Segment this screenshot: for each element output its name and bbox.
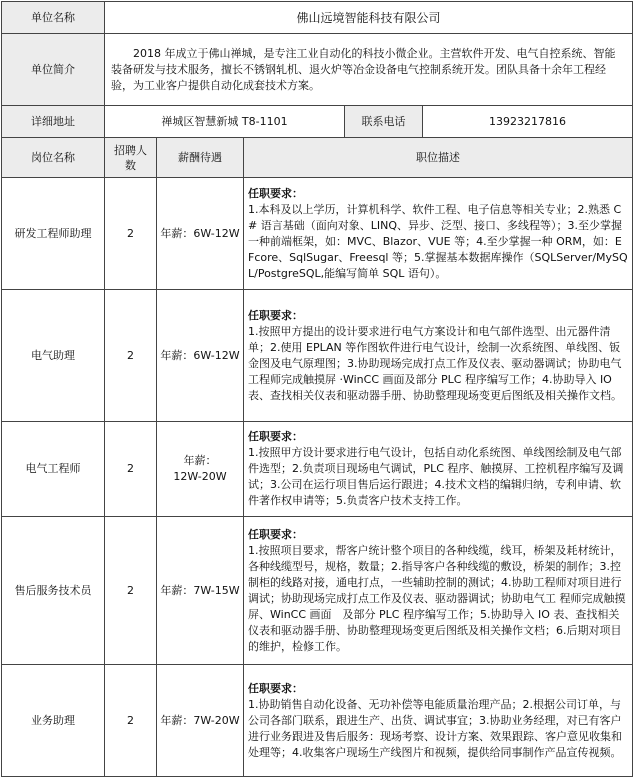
company-intro-text: 2018 年成立于佛山禅城，是专注工业自动化的科技小微企业。主营软件开发、电气自控系统、智能装备研发与技术服务，擅长不锈钢轧机、退火炉等冶金设备电气控制系统开发。团队具备十余年工程经验，为工业客户提供自动化成套技术方案。 bbox=[105, 34, 633, 106]
job-count: 2 bbox=[105, 178, 157, 290]
job-description bbox=[244, 422, 633, 517]
company-name-label: 单位名称 bbox=[2, 2, 105, 34]
company-intro-row bbox=[2, 34, 633, 106]
job-description bbox=[244, 517, 633, 665]
col-description-header: 职位描述 bbox=[244, 138, 633, 178]
address-row bbox=[2, 106, 633, 138]
job-row bbox=[2, 665, 633, 777]
column-header-row bbox=[2, 138, 633, 178]
company-intro-label: 单位简介 bbox=[2, 34, 105, 106]
job-title: 电气工程师 bbox=[2, 422, 105, 517]
phone-label: 联系电话 bbox=[345, 106, 423, 138]
job-salary: 年薪：6W-12W bbox=[157, 178, 244, 290]
job-desc-text: 1.按照甲方提出的设计要求进行电气方案设计和电气部件选型、出元器件清单；2.使用 EPLAN 等作图软件进行电气设计，绘制一次系统图、单线图、钣金图及电气原理图；3.协助现场完成打点工作及仪表、驱动器调试；协助电气工程师完成触摸屏 ·WinCC 画面及部分 PLC 程序编写工作；4.协助导入 IO 表、查找相关仪表和驱动器手册、协助整理现场变更后图纸及相关操作文档。 bbox=[248, 324, 622, 402]
job-desc-text: 1.按照甲方设计要求进行电气设计，包括自动化系统图、单线图绘制及电气部件选型；2.负责项目现场电气调试，PLC 程序、触摸屏、工控机程序编写及调试；3.公司在运行项目售后运行跟进；4.技术文档的编辑归纳，专利申请、软件著作权申请等；5.负责客户技术支持工作。 bbox=[248, 446, 624, 507]
job-desc-text: 1.本科及以上学历，计算机科学、软件工程、电子信息等相关专业；2.熟悉 C# 语言基础（面向对象、LINQ、异步、泛型、接口、多线程等）；3.至少掌握一种前端框架，如：MVC、Blazor、VUE 等；4.至少掌握一种 ORM，如：EFcore、SqlSugar、Freesql 等；5.掌握基本数据库操作（SQLServer/MySQL/PostgreSQL,能编写简单 SQL 语句）。 bbox=[248, 202, 628, 280]
job-desc-text: 1.协助销售自动化设备、无功补偿等电能质量治理产品；2.根据公司订单，与公司各部门联系，跟进生产、出货、调试事宜；3.协助业务经理，对已有客户进行业务跟进及售后服务：现场考察、设计方案、效果跟踪、客户意见收集和处理等；4.收集客户现场生产线图片和视频，提供给同事制作产品宣传视频。 bbox=[248, 697, 622, 759]
job-row bbox=[2, 517, 633, 665]
job-title: 售后服务技术员 bbox=[2, 517, 105, 665]
job-req-label: 任职要求： bbox=[248, 308, 303, 322]
company-name-value: 佛山远境智能科技有限公司 bbox=[105, 2, 633, 34]
job-req-label: 任职要求： bbox=[248, 527, 303, 541]
job-count: 2 bbox=[105, 665, 157, 777]
job-description bbox=[244, 178, 633, 290]
job-row bbox=[2, 290, 633, 422]
job-count: 2 bbox=[105, 517, 157, 665]
address-value: 禅城区智慧新城 T8-1101 bbox=[105, 106, 345, 138]
job-desc-text: 1.按照项目要求，帮客户统计整个项目的各种线缆，线耳，桥架及耗材统计，各种线缆型号，规格，数量；2.指导客户各种线缆的敷设，桥架的制作；3.控制柜的线路对接，通电打点，一些辅助控制的测试；4.协助工程师对项目进行调试；协助现场完成打点工作及仪表、驱动器调试；协助电气工 程师完成触摸屏、WinCC 画面 及部分 PLC 程序编写工作；5.协助导入 IO 表、查找相关仪表和驱动器手册、协助整理现场变更后图纸及相关操作文档；6.后期对项目的维护，检修工作。 bbox=[248, 543, 626, 653]
col-position-header: 岗位名称 bbox=[2, 138, 105, 178]
job-count: 2 bbox=[105, 422, 157, 517]
job-row bbox=[2, 422, 633, 517]
job-salary: 年薪：7W-20W bbox=[157, 665, 244, 777]
job-title: 业务助理 bbox=[2, 665, 105, 777]
job-description bbox=[244, 665, 633, 777]
job-row bbox=[2, 178, 633, 290]
col-salary-header: 薪酬待遇 bbox=[157, 138, 244, 178]
job-req-label: 任职要求： bbox=[248, 430, 303, 443]
job-title: 研发工程师助理 bbox=[2, 178, 105, 290]
job-req-label: 任职要求： bbox=[248, 681, 303, 695]
job-req-label: 任职要求： bbox=[248, 186, 303, 200]
job-salary: 年薪：6W-12W bbox=[157, 290, 244, 422]
recruitment-table bbox=[1, 1, 633, 777]
job-salary: 年薪：12W-20W bbox=[157, 422, 244, 517]
phone-value: 13923217816 bbox=[423, 106, 633, 138]
address-label: 详细地址 bbox=[2, 106, 105, 138]
col-count-header: 招聘人数 bbox=[105, 138, 157, 178]
company-name-row bbox=[2, 2, 633, 34]
job-title: 电气助理 bbox=[2, 290, 105, 422]
job-description bbox=[244, 290, 633, 422]
job-salary: 年薪：7W-15W bbox=[157, 517, 244, 665]
job-count: 2 bbox=[105, 290, 157, 422]
